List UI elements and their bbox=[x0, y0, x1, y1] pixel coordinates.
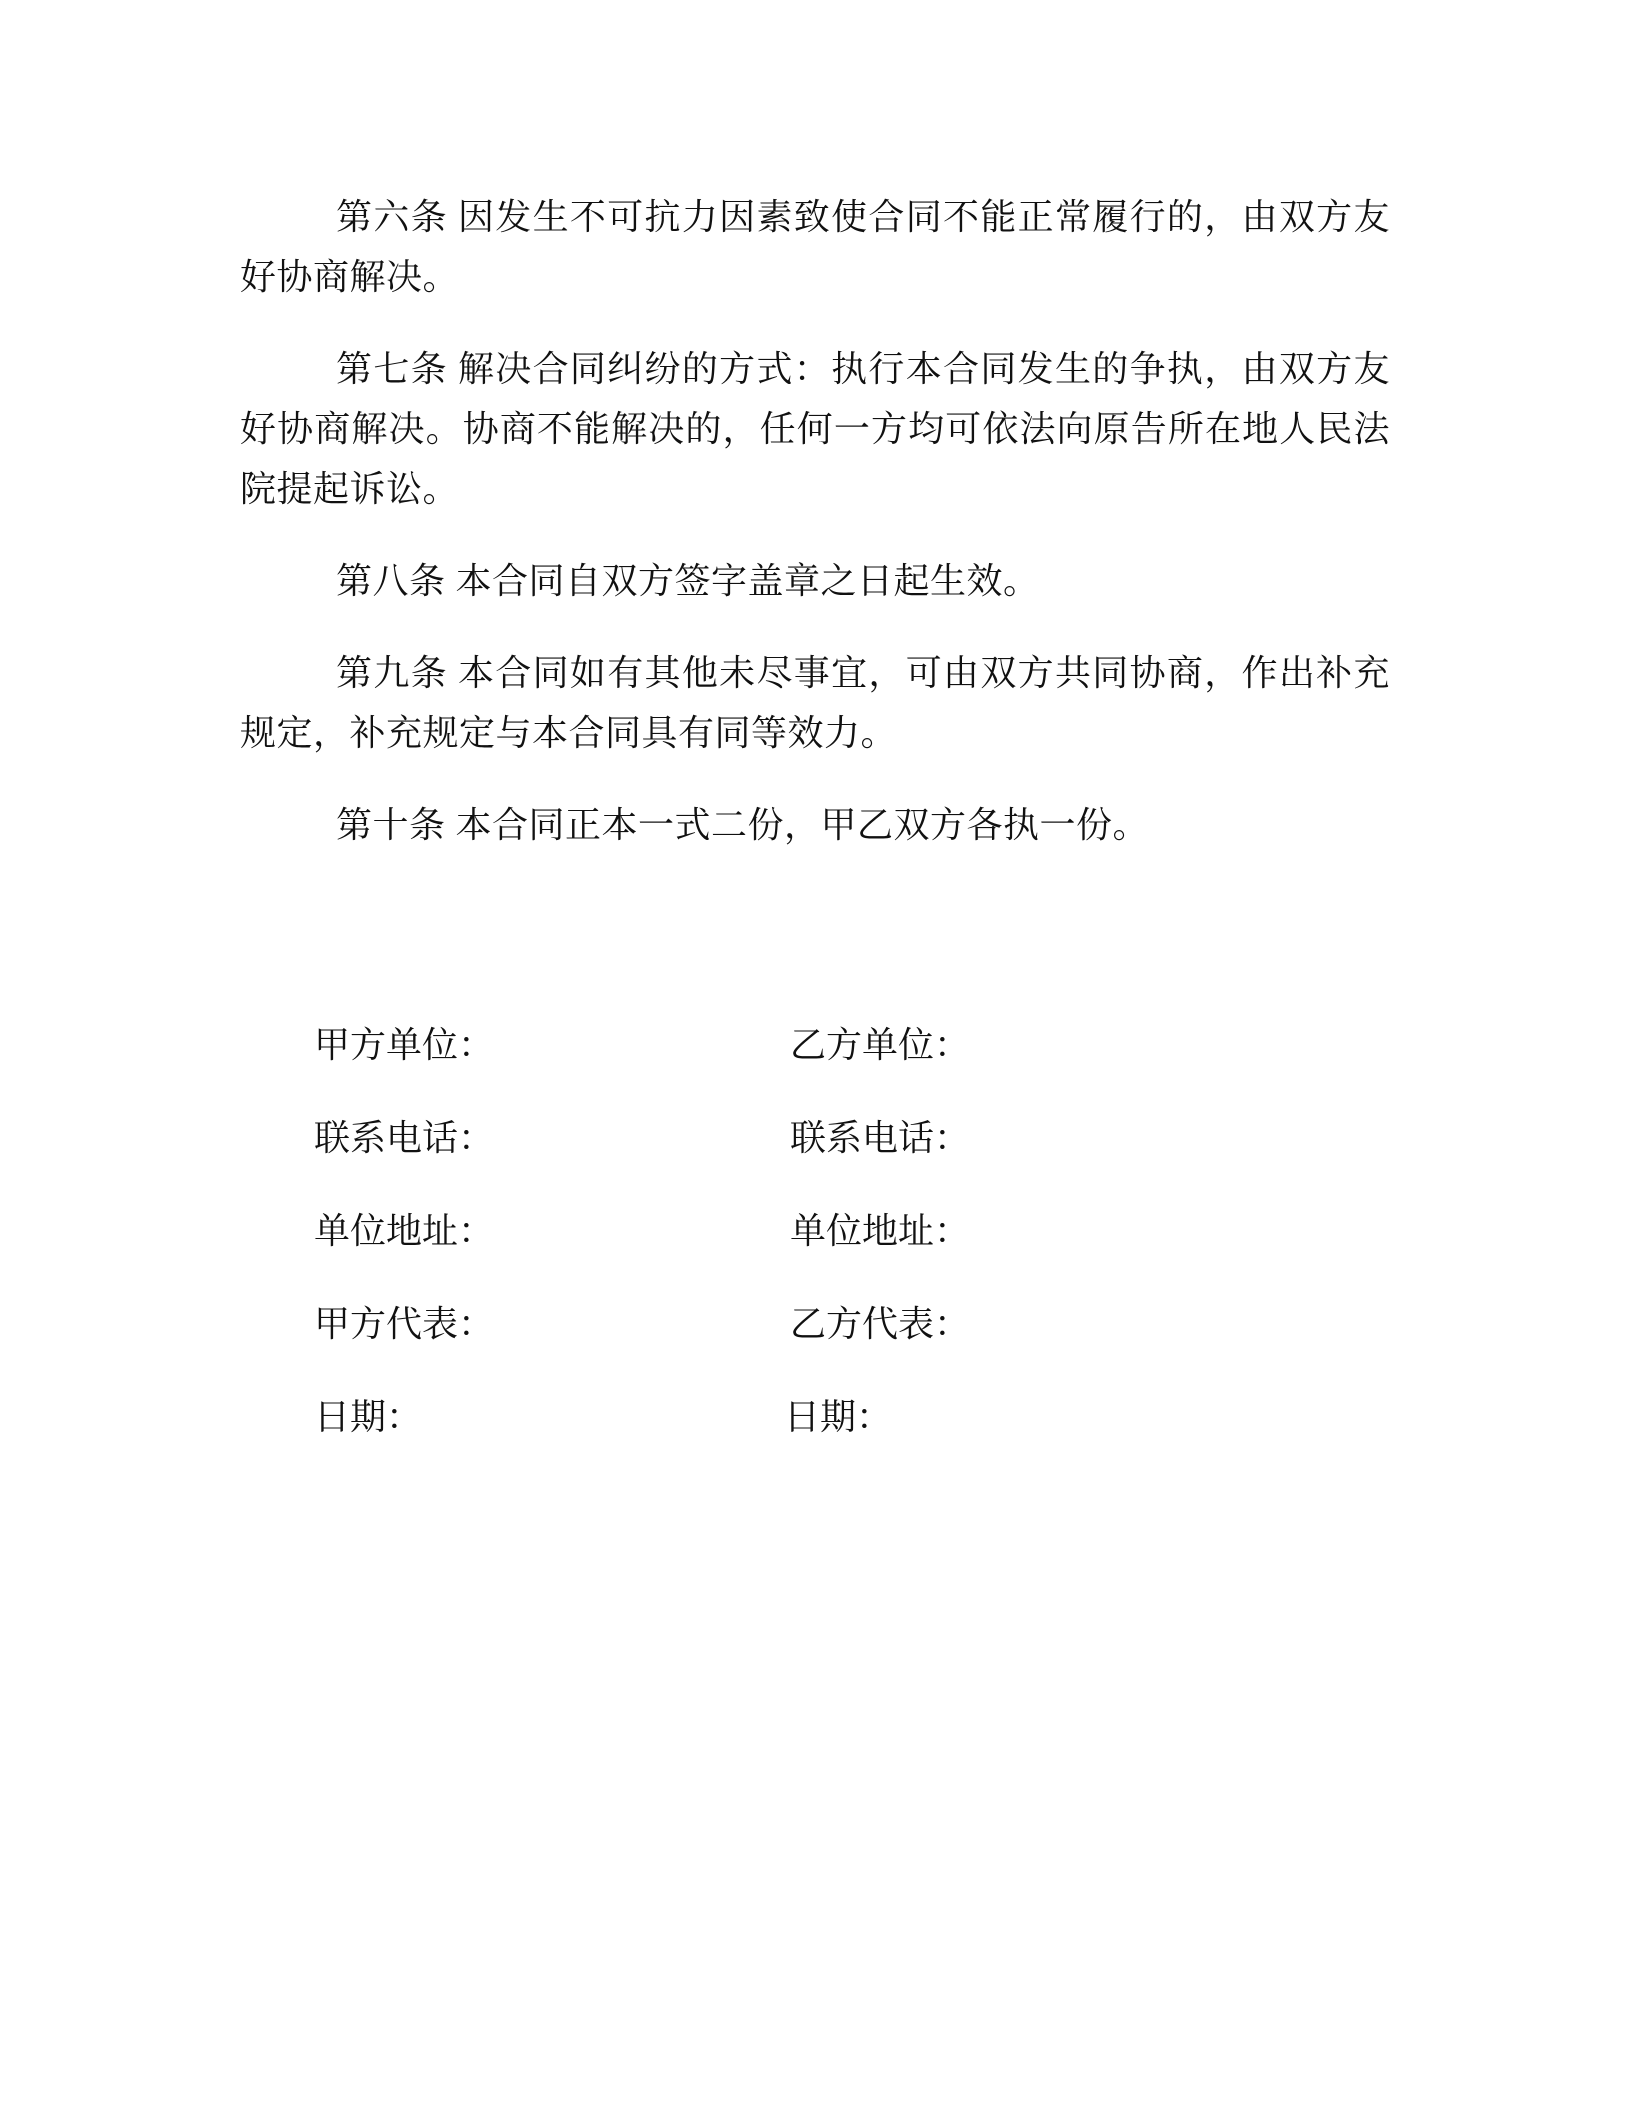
article-text: 因发生不可抗力因素致使合同不能正常履行的，由双方友好协商解决。 bbox=[240, 197, 1390, 298]
article-10 bbox=[240, 796, 1390, 856]
party-a-unit-label: 甲方单位： bbox=[314, 1025, 495, 1066]
party-b-phone-label: 联系电话： bbox=[790, 1118, 971, 1159]
article-number: 第六条 bbox=[336, 197, 448, 238]
article-text: 解决合同纠纷的方式：执行本合同发生的争执，由双方友好协商解决。协商不能解决的，任何一方均可依法向原告所在地人民法院提起诉讼。 bbox=[240, 349, 1390, 510]
article-9 bbox=[240, 644, 1390, 764]
party-b-representative-label: 乙方代表： bbox=[790, 1304, 971, 1345]
signature-row bbox=[314, 1295, 1314, 1388]
signature-row bbox=[314, 1109, 1314, 1202]
party-a-date-label: 日期： bbox=[314, 1397, 423, 1438]
party-a-phone-label: 联系电话： bbox=[314, 1118, 495, 1159]
article-text: 本合同自双方签字盖章之日起生效。 bbox=[455, 561, 1040, 602]
article-text: 本合同如有其他未尽事宜，可由双方共同协商，作出补充规定，补充规定与本合同具有同等效力。 bbox=[240, 653, 1390, 754]
article-number: 第九条 bbox=[336, 653, 448, 694]
article-6 bbox=[240, 188, 1390, 308]
article-number: 第十条 bbox=[336, 805, 446, 846]
article-number: 第七条 bbox=[336, 349, 448, 390]
party-b-unit-label: 乙方单位： bbox=[790, 1025, 971, 1066]
signature-row bbox=[314, 1388, 1314, 1481]
article-7 bbox=[240, 340, 1390, 520]
article-text: 本合同正本一式二份，甲乙双方各执一份。 bbox=[455, 805, 1150, 846]
article-8 bbox=[240, 552, 1390, 612]
party-b-address-label: 单位地址： bbox=[790, 1211, 971, 1252]
signature-block bbox=[314, 1016, 1314, 1481]
signature-row bbox=[314, 1202, 1314, 1295]
party-b-date-label: 日期： bbox=[784, 1397, 893, 1438]
party-a-address-label: 单位地址： bbox=[314, 1211, 495, 1252]
signature-row bbox=[314, 1016, 1314, 1109]
article-number: 第八条 bbox=[336, 561, 446, 602]
party-a-representative-label: 甲方代表： bbox=[314, 1304, 495, 1345]
contract-articles bbox=[240, 188, 1390, 888]
